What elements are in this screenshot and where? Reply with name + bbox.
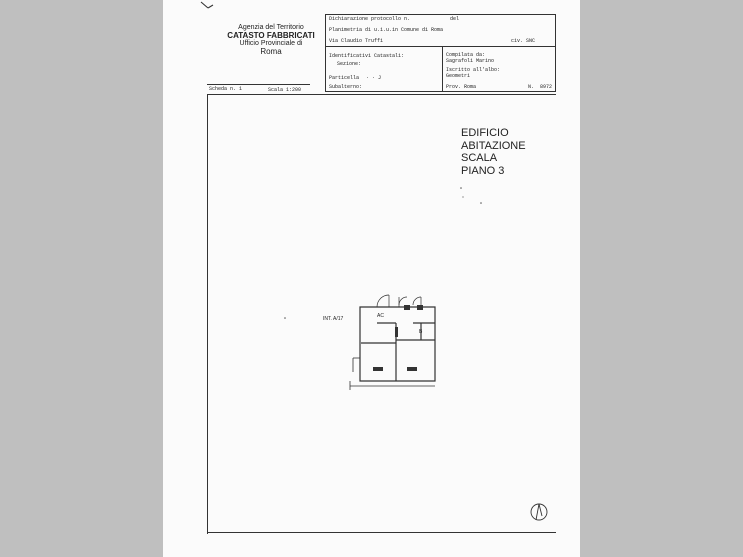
- particella-label: Particella: [329, 75, 360, 81]
- compilata-label: Compilata da:: [446, 52, 486, 58]
- corner-mark: [201, 2, 213, 8]
- small-marks: [284, 187, 482, 319]
- prov-label: Prov. Roma: [446, 84, 477, 90]
- building-edificio: EDIFICIO: [461, 127, 509, 139]
- scala-label: Scala 1:200: [268, 87, 302, 93]
- subalterno-label: Subalterno:: [329, 84, 363, 90]
- sezione-label: Sezione:: [337, 61, 362, 67]
- building-scala: SCALA: [461, 152, 498, 164]
- scheda-label: Scheda n. 1: [209, 86, 243, 92]
- n-label: N.: [528, 84, 535, 90]
- albo-value: Geometri: [446, 73, 471, 79]
- dichiarazione-label: Dichiarazione protocollo n.: [329, 16, 411, 22]
- n-value: 8972: [540, 84, 553, 90]
- del-label: del: [450, 16, 460, 22]
- agency-city: Roma: [260, 47, 282, 56]
- room-b-label: B: [419, 329, 423, 335]
- document-page: [163, 0, 580, 557]
- floor-plan: [163, 0, 580, 557]
- particella-value: · · J: [366, 75, 382, 81]
- north-arrow-icon: [531, 504, 547, 520]
- agency-office: Ufficio Provinciale di: [239, 40, 303, 47]
- unit-label: INT. A/17: [323, 316, 344, 322]
- building-piano: PIANO 3: [461, 164, 505, 177]
- agency-dept: CATASTO FABBRICATI: [227, 31, 315, 40]
- agency-name: Agenzia del Territorio: [238, 24, 304, 31]
- room-ac-label: AC: [377, 313, 384, 319]
- planimetria-label: Planimetria di u.i.u.in Comune di Roma: [329, 27, 444, 33]
- iscritto-label: Iscritto all'albo:: [446, 67, 501, 73]
- address-label: Via Claudio Truffi: [329, 38, 384, 44]
- door-swings: [377, 295, 421, 307]
- compilatore-value: Sagrafoli Marino: [446, 58, 495, 64]
- civ-label: civ. SNC: [511, 38, 536, 44]
- building-abitazione: ABITAZIONE: [461, 139, 526, 152]
- identificativi-label: Identificativi Catastali:: [329, 53, 405, 59]
- floor-plan-lines: [350, 307, 435, 390]
